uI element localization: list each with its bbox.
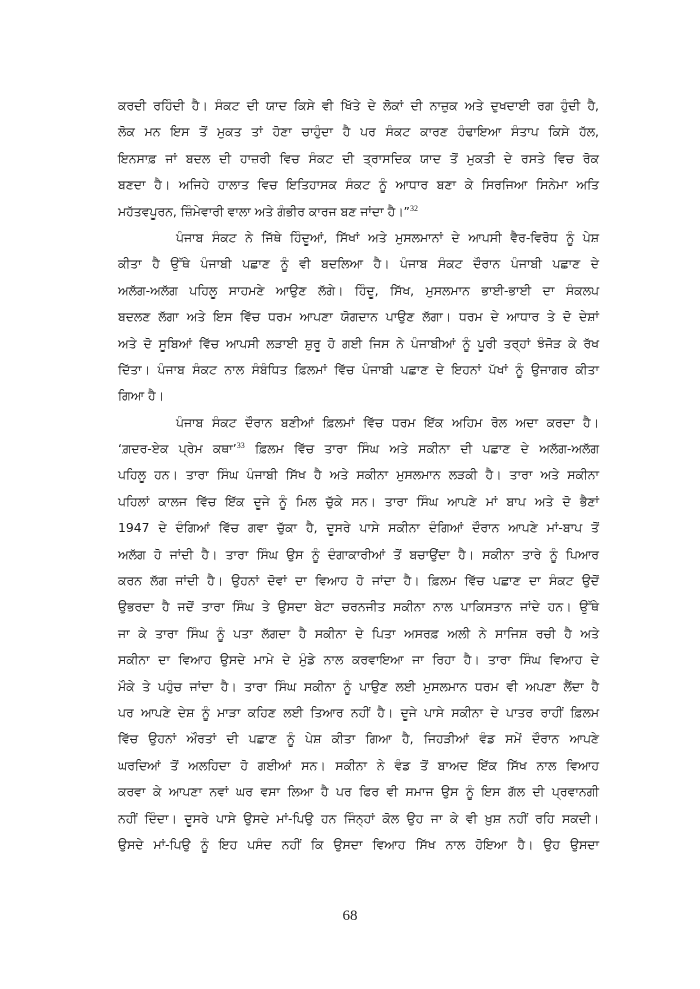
text-line: ਵਿੱਚ ਉਹਨਾਂ ਔਰਤਾਂ ਦੀ ਪਛਾਣ ਨੂੰ ਪੇਸ਼ ਕੀਤਾ ਗਿਆ ਹੈ, ਜਿਹੜੀਆਂ ਵੰਡ ਸਮੇਂ ਦੌਰਾਨ ਆਪਣੇ (118, 731, 599, 747)
text-line: ਕਰਦੀ ਰਹਿੰਦੀ ਹੈ। ਸੰਕਟ ਦੀ ਯਾਦ ਕਿਸੇ ਵੀ ਖਿੱਤੇ ਦੇ ਲੋਕਾਂ ਦੀ ਨਾਜ਼ੁਕ ਅਤੇ ਦੁਖਦਾਈ ਰਗ ਹੁੰਦੀ ਹੈ, (118, 98, 599, 113)
text-line: ਦਿੱਤਾ। ਪੰਜਾਬ ਸੰਕਟ ਨਾਲ ਸੰਬੰਧਿਤ ਫ਼ਿਲਮਾਂ ਵਿੱਚ ਪੰਜਾਬੀ ਪਛਾਣ ਦੇ ਇਹਨਾਂ ਪੱਖਾਂ ਨੂੰ ਉਜਾਗਰ ਕੀਤਾ (118, 361, 599, 377)
text-line: ਸਕੀਨਾ ਦਾ ਵਿਆਹ ਉਸਦੇ ਮਾਮੇ ਦੇ ਮੁੰਡੇ ਨਾਲ ਕਰਵਾਇਆ ਜਾ ਰਿਹਾ ਹੈ। ਤਾਰਾ ਸਿੰਘ ਵਿਆਹ ਦੇ (118, 652, 599, 668)
text-line: ਜਾ ਕੇ ਤਾਰਾ ਸਿੰਘ ਨੂੰ ਪਤਾ ਲੱਗਦਾ ਹੈ ਸਕੀਨਾ ਦੇ ਪਿਤਾ ਅਸਰਫ਼ ਅਲੀ ਨੇ ਸਾਜਿਸ਼ ਰਚੀ ਹੈ ਅਤੇ (118, 625, 599, 641)
text-line: ਉਭਰਦਾ ਹੈ ਜਦੋਂ ਤਾਰਾ ਸਿੰਘ ਤੇ ਉਸਦਾ ਬੇਟਾ ਚਰਨਜੀਤ ਸਕੀਨਾ ਨਾਲ ਪਾਕਿਸਤਾਨ ਜਾਂਦੇ ਹਨ। ਉੱਥੇ (118, 599, 599, 615)
text-line: ਕਰਵਾ ਕੇ ਆਪਣਾ ਨਵਾਂ ਘਰ ਵਸਾ ਲਿਆ ਹੈ ਪਰ ਫਿਰ ਵੀ ਸਮਾਜ ਉਸ ਨੂੰ ਇਸ ਗੱਲ ਦੀ ਪ੍ਰਵਾਨਗੀ (118, 784, 599, 800)
text-line: ਨਹੀਂ ਦਿੰਦਾ। ਦੂਸਰੇ ਪਾਸੇ ਉਸਦੇ ਮਾਂ-ਪਿਉ ਹਨ ਜਿੰਨ੍ਹਾਂ ਕੋਲ ਉਹ ਜਾ ਕੇ ਵੀ ਖ਼ੁਸ਼ ਨਹੀਂ ਰਹਿ ਸਕਦੀ। (118, 810, 599, 826)
text-line: ਘਰਦਿਆਂ ਤੋਂ ਅਲਹਿਦਾ ਹੋ ਗਈਆਂ ਸਨ। ਸਕੀਨਾ ਨੇ ਵੰਡ ਤੋਂ ਬਾਅਦ ਇੱਕ ਸਿੱਖ ਨਾਲ ਵਿਆਹ (118, 757, 599, 773)
text-line: ਅਲੱਗ-ਅਲੱਗ ਪਹਿਲੂ ਸਾਹਮਣੇ ਆਉਣ ਲੱਗੇ। ਹਿੰਦੂ, ਸਿੱਖ, ਮੁਸਲਮਾਨ ਭਾਈ-ਭਾਈ ਦਾ ਸੰਕਲਪ (118, 282, 599, 298)
document-page-body (118, 93, 599, 858)
text-line: ਪਹਿਲੂ ਹਨ। ਤਾਰਾ ਸਿੰਘ ਪੰਜਾਬੀ ਸਿੱਖ ਹੈ ਅਤੇ ਸਕੀਨਾ ਮੁਸਲਮਾਨ ਲੜਕੀ ਹੈ। ਤਾਰਾ ਅਤੇ ਸਕੀਨਾ (118, 467, 599, 483)
text-line: ਪੰਜਾਬ ਸੰਕਟ ਦੌਰਾਨ ਬਣੀਆਂ ਫ਼ਿਲਮਾਂ ਵਿੱਚ ਧਰਮ ਇੱਕ ਅਹਿਮ ਰੋਲ ਅਦਾ ਕਰਦਾ ਹੈ। (176, 414, 599, 430)
text-line (118, 199, 599, 225)
text-line (118, 436, 599, 462)
text-line: ਅਲੱਗ ਹੋ ਜਾਂਦੀ ਹੈ। ਤਾਰਾ ਸਿੰਘ ਉਸ ਨੂੰ ਦੰਗਾਕਾਰੀਆਂ ਤੋਂ ਬਚਾਉਂਦਾ ਹੈ। ਸਕੀਨਾ ਤਾਰੇ ਨੂੰ ਪਿਆਰ (118, 546, 599, 562)
paragraph-3 (118, 410, 599, 859)
text-line: ਉਸਦੇ ਮਾਂ-ਪਿਉ ਨੂੰ ਇਹ ਪਸੰਦ ਨਹੀਂ ਕਿ ਉਸਦਾ ਵਿਆਹ ਸਿੱਖ ਨਾਲ ਹੋਇਆ ਹੈ। ਉਹ ਉਸਦਾ (118, 836, 599, 852)
text-line: 1947 ਦੇ ਦੰਗਿਆਂ ਵਿੱਚ ਗਵਾ ਚੁੱਕਾ ਹੈ, ਦੂਸਰੇ ਪਾਸੇ ਸਕੀਨਾ ਦੰਗਿਆਂ ਦੌਰਾਨ ਆਪਣੇ ਮਾਂ-ਬਾਪ ਤੋਂ (118, 520, 599, 536)
text-line: ਬਦਲਣ ਲੱਗਾ ਅਤੇ ਇਸ ਵਿੱਚ ਧਰਮ ਆਪਣਾ ਯੋਗਦਾਨ ਪਾਉਣ ਲੱਗਾ। ਧਰਮ ਦੇ ਆਧਾਰ ਤੇ ਦੋ ਦੇਸ਼ਾਂ (118, 309, 599, 325)
text-line: ਪੰਜਾਬ ਸੰਕਟ ਨੇ ਜਿੱਥੇ ਹਿੰਦੂਆਂ, ਸਿੱਖਾਂ ਅਤੇ ਮੁਸਲਮਾਨਾਂ ਦੇ ਆਪਸੀ ਵੈਰ-ਵਿਰੋਧ ਨੂੰ ਪੇਸ਼ (176, 229, 599, 245)
text-line: ਪਹਿਲਾਂ ਕਾਲਜ ਵਿੱਚ ਇੱਕ ਦੂਜੇ ਨੂੰ ਮਿਲ ਚੁੱਕੇ ਸਨ। ਤਾਰਾ ਸਿੰਘ ਆਪਣੇ ਮਾਂ ਬਾਪ ਅਤੇ ਦੋ ਭੈਣਾਂ (118, 493, 599, 509)
footnote-ref-33[interactable]: 33 (236, 441, 245, 451)
footnote-ref-32[interactable]: 32 (409, 203, 418, 213)
text-line: ਲੋਕ ਮਨ ਇਸ ਤੋਂ ਮੁਕਤ ਤਾਂ ਹੋਣਾ ਚਾਹੁੰਦਾ ਹੈ ਪਰ ਸੰਕਟ ਕਾਰਣ ਹੰਢਾਇਆ ਸੰਤਾਪ ਕਿਸੇ ਹੱਲ, (118, 124, 599, 140)
text-line: ਇਨਸਾਫ਼ ਜਾਂ ਬਦਲ ਦੀ ਹਾਜ਼ਰੀ ਵਿਚ ਸੰਕਟ ਦੀ ਤ੍ਰਾਸਦਿਕ ਯਾਦ ਤੋਂ ਮੁਕਤੀ ਦੇ ਰਸਤੇ ਵਿਚ ਰੋਕ (118, 150, 599, 166)
text-line: ਬਣਦਾ ਹੈ। ਅਜਿਹੇ ਹਾਲਾਤ ਵਿਚ ਇਤਿਹਾਸਕ ਸੰਕਟ ਨੂੰ ਆਧਾਰ ਬਣਾ ਕੇ ਸਿਰਜਿਆ ਸਿਨੇਮਾ ਅਤਿ (118, 177, 599, 193)
quote-text: ਮਹੱਤਵਪੂਰਨ, ਜ਼ਿੰਮੇਵਾਰੀ ਵਾਲਾ ਅਤੇ ਗੰਭੀਰ ਕਾਰਜ ਬਣ ਜਾਂਦਾ ਹੈ।” (118, 203, 410, 219)
text-fragment: ਫ਼ਿਲਮ ਵਿੱਚ ਤਾਰਾ ਸਿੰਘ ਅਤੇ ਸਕੀਨਾ ਦੀ ਪਛਾਣ ਦੇ ਅਲੱਗ-ਅਲੱਗ (255, 441, 599, 457)
text-line: ਪਰ ਆਪਣੇ ਦੇਸ਼ ਨੂੰ ਮਾੜਾ ਕਹਿਣ ਲਈ ਤਿਆਰ ਨਹੀਂ ਹੈ। ਦੂਜੇ ਪਾਸੇ ਸਕੀਨਾ ਦੇ ਪਾਤਰ ਰਾਹੀਂ ਫ਼ਿਲਮ (118, 704, 599, 720)
paragraph-1 (118, 93, 599, 225)
page-number: 68 (342, 908, 358, 924)
paragraph-2 (118, 225, 599, 410)
text-line: ਕਰਨ ਲੱਗ ਜਾਂਦੀ ਹੈ। ਉਹਨਾਂ ਦੋਵਾਂ ਦਾ ਵਿਆਹ ਹੋ ਜਾਂਦਾ ਹੈ। ਫ਼ਿਲਮ ਵਿੱਚ ਪਛਾਣ ਦਾ ਸੰਕਟ ਉਦੋਂ (118, 573, 599, 589)
text-line: ਮੌਕੇ ਤੇ ਪਹੁੰਚ ਜਾਂਦਾ ਹੈ। ਤਾਰਾ ਸਿੰਘ ਸਕੀਨਾ ਨੂੰ ਪਾਉਣ ਲਈ ਮੁਸਲਮਾਨ ਧਰਮ ਵੀ ਅਪਣਾ ਲੈਂਦਾ ਹੈ (118, 678, 599, 694)
text-line: ਕੀਤਾ ਹੈ ਉੱਥੇ ਪੰਜਾਬੀ ਪਛਾਣ ਨੂੰ ਵੀ ਬਦਲਿਆ ਹੈ। ਪੰਜਾਬ ਸੰਕਟ ਦੌਰਾਨ ਪੰਜਾਬੀ ਪਛਾਣ ਦੇ (118, 256, 599, 272)
text-line: ਅਤੇ ਦੋ ਸੂਬਿਆਂ ਵਿੱਚ ਆਪਸੀ ਲੜਾਈ ਸ਼ੁਰੂ ਹੋ ਗਈ ਜਿਸ ਨੇ ਪੰਜਾਬੀਆਂ ਨੂੰ ਪੂਰੀ ਤਰ੍ਹਾਂ ਝੰਜੋੜ ਕੇ ਰੱਖ (118, 335, 599, 351)
film-title: ‘ਗ਼ਦਰ-ਏਕ ਪ੍ਰੇਮ ਕਥਾ’ (118, 441, 237, 457)
text-line: ਗਿਆ ਹੈ। (118, 388, 164, 404)
